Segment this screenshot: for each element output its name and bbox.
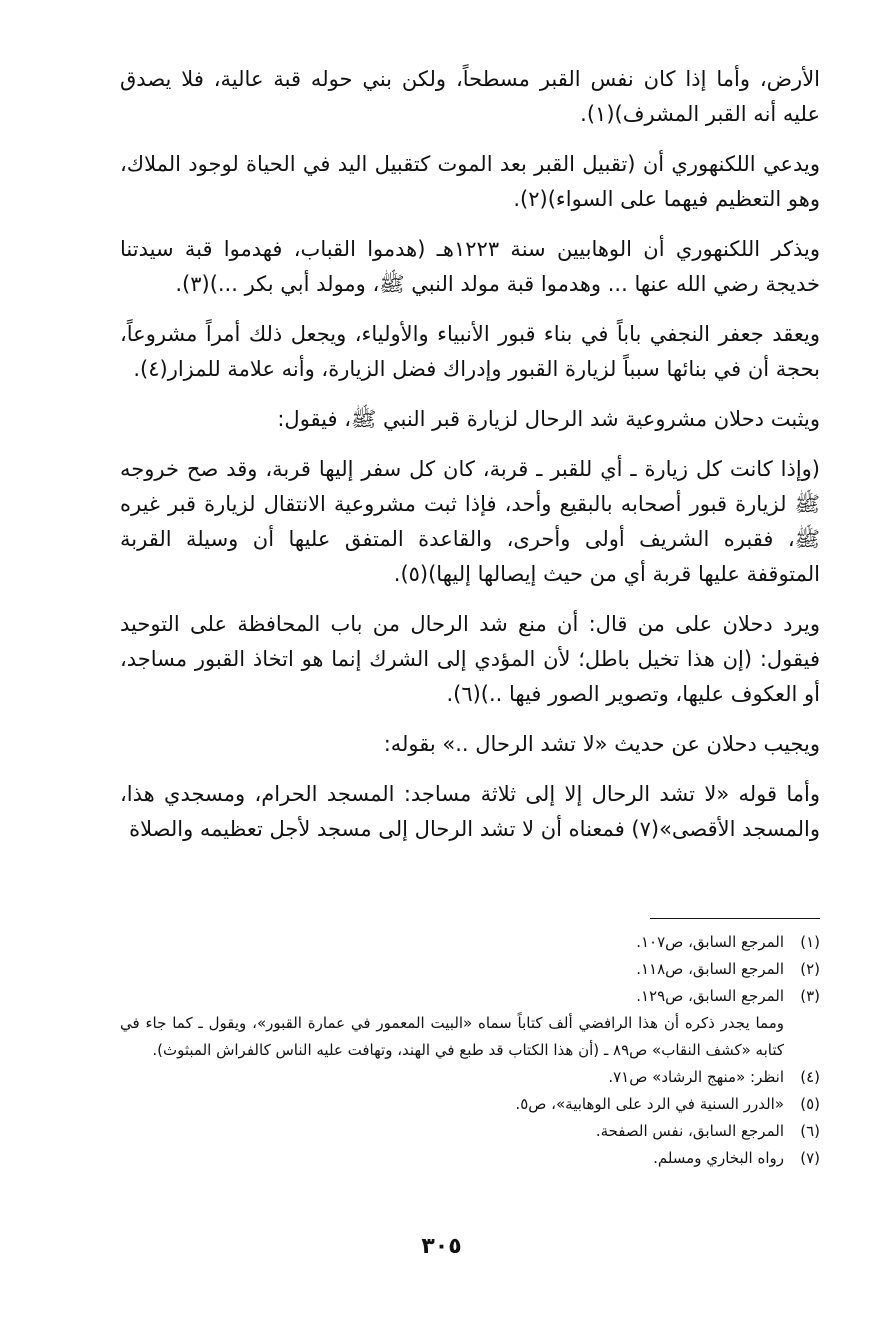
footnote [120, 929, 820, 956]
footnote-continuation [120, 1010, 820, 1064]
footnote [120, 1118, 820, 1145]
footnote-text: رواه البخاري ومسلم. [653, 1149, 784, 1167]
footnote-number: (٦) [800, 1122, 820, 1140]
footnote-separator [650, 918, 820, 919]
paragraph: وأما قوله «لا تشد الرحال إلا إلى ثلاثة مساجد: المسجد الحرام، ومسجدي هذا، والمسجد الأقصى»(٧) فمعناه أن لا تشد الرحال إلى مسجد لأجل تعظيمه والصلاة [120, 782, 820, 841]
footnote-text: المرجع السابق، ص١٠٧. [636, 933, 784, 951]
page-number: ٣٠٥ [421, 1234, 462, 1259]
footnote-number: (٤) [800, 1068, 820, 1086]
footnote-text: المرجع السابق، ص١١٨. [636, 960, 784, 978]
paragraph: ويعقد جعفر النجفي باباً في بناء قبور الأنبياء والأولياء، ويجعل ذلك أمراً مشروعاً، بحجة أن في بنائها سبباً لزيارة القبور وإدراك فضل الزيارة، وأنه علامة للمزار(٤). [120, 322, 820, 381]
footnote-text: «الدرر السنية في الرد على الوهابية»، ص٥. [515, 1095, 784, 1113]
paragraph: (وإذا كانت كل زيارة ـ أي للقبر ـ قربة، كان كل سفر إليها قربة، وقد صح خروجه ﷺ لزيارة قبور أصحابه بالبقيع وأحد، فإذا ثبت مشروعية الانتقال لزيارة قبر غيره ﷺ، فقبره الشريف أولى وأحرى، والقاعدة المتفق عليها أن وسيلة القربة المتوقفة عليها قربة أي من حيث إيصالها إليها)(٥). [120, 457, 820, 586]
paragraph: ويجيب دحلان عن حديث «لا تشد الرحال ..» بقوله: [383, 732, 820, 756]
footnote [120, 956, 820, 983]
footnote [120, 983, 820, 1010]
footnote-number [784, 1010, 820, 1064]
footnote-number: (٥) [800, 1095, 820, 1113]
footnotes [120, 929, 820, 1172]
footnote-number: (٧) [800, 1149, 820, 1167]
footnote-number: (٣) [800, 987, 820, 1005]
footnote [120, 1064, 820, 1091]
footnote-text: المرجع السابق، نفس الصفحة. [595, 1122, 784, 1140]
paragraph: ويذكر اللكنهوري أن الوهابيين سنة ١٢٢٣هـ (هدموا القباب، فهدموا قبة سيدتنا خديجة رضي الله عنها ... وهدموا قبة مولد النبي ﷺ، ومولد أبي بكر ...)(٣). [120, 237, 821, 296]
footnote-number: (١) [800, 933, 820, 951]
footnote [120, 1145, 820, 1172]
paragraph: الأرض، وأما إذا كان نفس القبر مسطحاً، ولكن بني حوله قبة عالية، فلا يصدق عليه أنه القبر المشرف)(١). [120, 67, 820, 126]
footnote-text: انظر: «منهج الرشاد» ص٧١. [608, 1068, 784, 1086]
paragraph: ويدعي اللكنهوري أن (تقبيل القبر بعد الموت كتقبيل اليد في الحياة لوجود الملاك، وهو التعظيم فيهما على السواء)(٢). [120, 152, 820, 211]
paragraph: ويرد دحلان على من قال: أن منع شد الرحال من باب المحافظة على التوحيد فيقول: (إن هذا تخيل باطل؛ لأن المؤدي إلى الشرك إنما هو اتخاذ القبور مساجد، أو العكوف عليها، وتصوير الصور فيها ..)(٦). [120, 612, 820, 706]
paragraph: ويثبت دحلان مشروعية شد الرحال لزيارة قبر النبي ﷺ، فيقول: [277, 407, 820, 431]
footnote-text: المرجع السابق، ص١٢٩. [636, 987, 784, 1005]
footnote [120, 1091, 820, 1118]
footnote-text: ومما يجدر ذكره أن هذا الرافضي ألف كتاباً سماه «البيت المعمور في عمارة القبور»، ويقول ـ كما جاء في كتابه «كشف النقاب» ص٨٩ ـ (أن هذا الكتاب قد طبع في الهند، وتهافت عليه الناس كالفراش المبثوث). [120, 1014, 784, 1059]
main-text [120, 62, 820, 862]
footnote-number: (٢) [800, 960, 820, 978]
